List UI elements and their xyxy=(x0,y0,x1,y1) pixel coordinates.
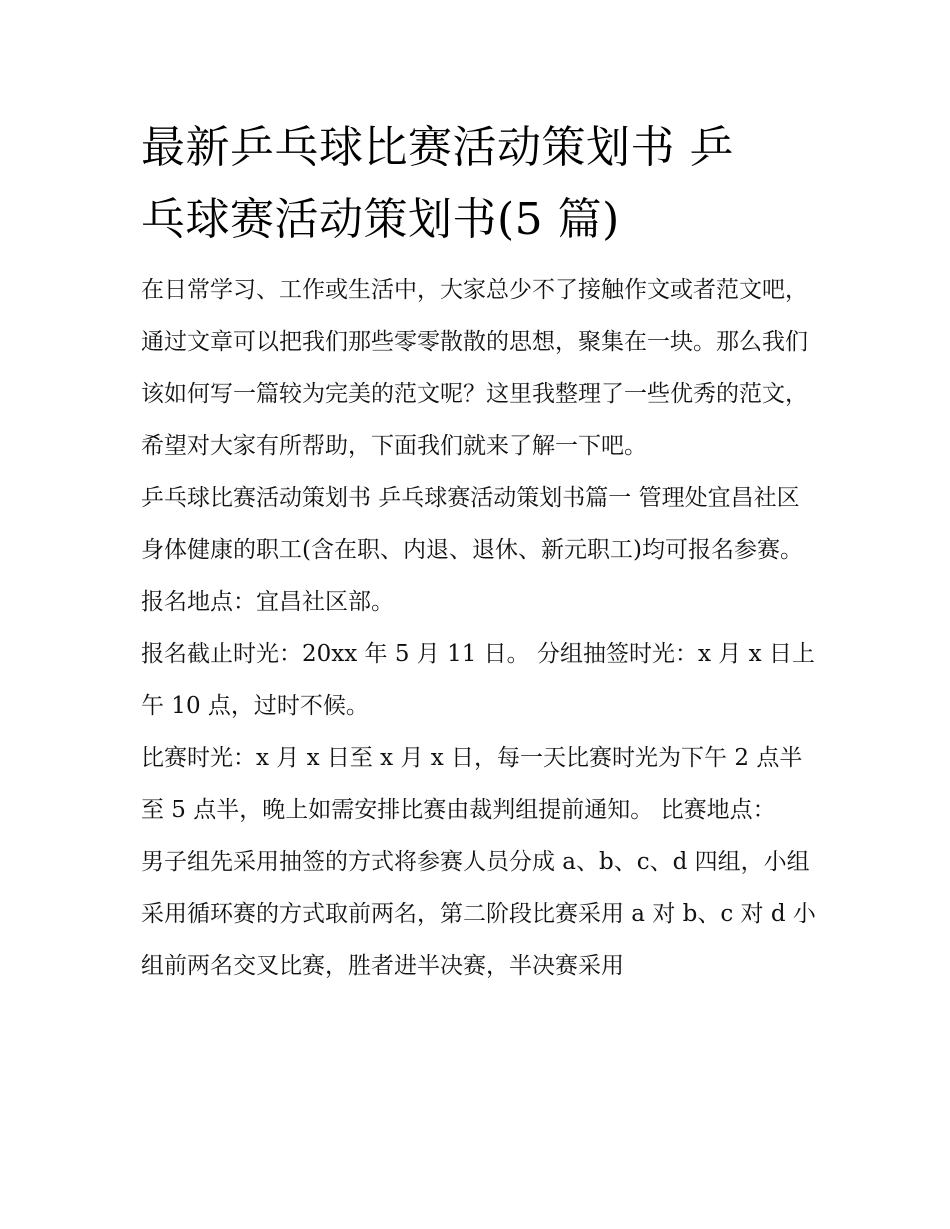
registration-deadline-paragraph: 报名截止时光：20xx 年 5 月 11 日。 分组抽签时光：x 月 x 日上午 10 点，过时不候。 xyxy=(141,641,815,719)
document-body xyxy=(141,112,821,992)
schedule-paragraph: 比赛时光：x 月 x 日至 x 月 x 日，每一天比赛时光为下午 2 点半至 5 点半，晚上如需安排比赛由裁判组提前通知。 比赛地点： xyxy=(141,745,803,823)
title-line-2: 乓球赛活动策划书(5 篇) xyxy=(141,194,620,245)
format-paragraph: 男子组先采用抽签的方式将参赛人员分成 a、b、c、d 四组，小组采用循环赛的方式取前两名，第二阶段比赛采用 a 对 b、c 对 d 小组前两名交叉比赛，胜者进半决赛，半决赛采用 xyxy=(141,849,816,979)
title-line-1: 最新乒乓球比赛活动策划书 乒 xyxy=(141,122,734,173)
intro-paragraph: 在日常学习、工作或生活中，大家总少不了接触作文或者范文吧，通过文章可以把我们那些零零散散的思想，聚集在一块。那么我们该如何写一篇较为完美的范文呢？这里我整理了一些优秀的范文，希望对大家有所帮助，下面我们就来了解一下吧。 xyxy=(141,277,808,459)
document-title xyxy=(141,112,821,256)
participants-paragraph: 乒乓球比赛活动策划书 乒乓球赛活动策划书篇一 管理处宜昌社区身体健康的职工(含在职、内退、退休、新元职工)均可报名参赛。 报名地点：宜昌社区部。 xyxy=(141,485,803,615)
